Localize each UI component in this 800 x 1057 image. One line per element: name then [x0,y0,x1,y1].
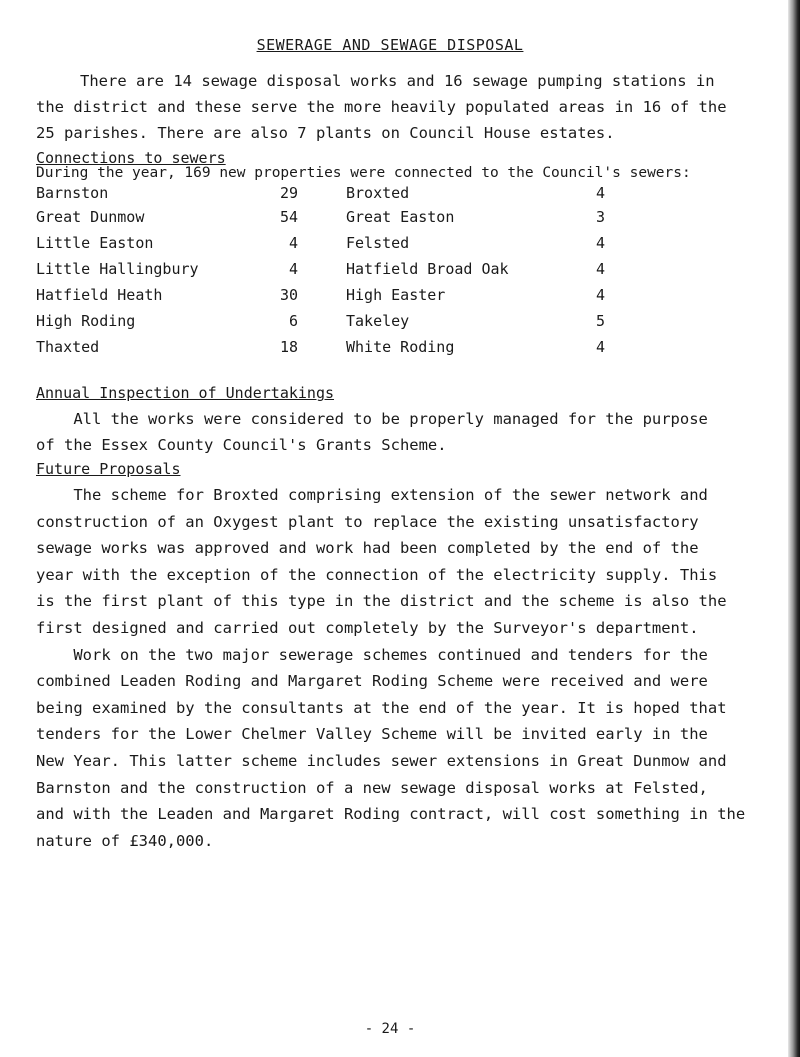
annual-line-1: All the works were considered to be properly managed for the purpose [36,410,708,428]
future-line: The scheme for Broxted comprising extension of the sewer network and [36,486,708,504]
connections-lead: During the year, 169 new properties were connected to the Council's sewers: [36,165,691,181]
future-line: and with the Leaden and Margaret Roding contract, will cost something in the [36,805,746,824]
connection-count: 6 [288,312,298,330]
connection-count: 29 [279,184,298,202]
parish-name: Great Dunmow [36,208,145,226]
annual-line-2: of the Essex County Council's Grants Scheme. [36,436,447,454]
connection-count: 4 [288,260,298,278]
future-line: being examined by the consultants at the end of the year. It is hoped that [36,698,727,717]
future-line: is the first plant of this type in the district and the scheme is also the [36,592,727,611]
future-line: combined Leaden Roding and Margaret Roding Scheme were received and were [36,672,708,691]
intro-line-2: the district and these serve the more heavily populated areas in 16 of the [36,98,727,116]
parish-name: White Roding [346,338,455,356]
page-title: SEWERAGE AND SEWAGE DISPOSAL [256,36,524,54]
future-proposals-heading: Future Proposals [36,460,181,478]
parish-name: Hatfield Heath [36,286,163,304]
connection-count: 5 [596,312,606,330]
parish-name: Little Easton [36,234,154,252]
future-line: year with the exception of the connection of the electricity supply. This [36,565,718,584]
connection-count: 4 [288,234,298,252]
connections-heading: Connections to sewers [36,149,226,167]
future-line: New Year. This latter scheme includes sewer extensions in Great Dunmow and [36,752,727,770]
future-line: construction of an Oxygest plant to replace the existing unsatisfactory [36,512,699,531]
connection-count: 4 [596,234,606,252]
future-line: Barnston and the construction of a new sewage disposal works at Felsted, [36,778,708,797]
future-line: Work on the two major sewerage schemes continued and tenders for the [36,645,708,664]
parish-name: High Roding [36,312,136,330]
future-line: tenders for the Lower Chelmer Valley Scheme will be invited early in the [36,725,708,744]
connection-count: 18 [279,338,298,356]
intro-line-1: There are 14 sewage disposal works and 16 sewage pumping stations in [80,72,715,90]
parish-name: Barnston [36,184,109,202]
scan-edge [788,0,800,1057]
parish-name: Felsted [346,234,410,252]
connection-count: 4 [596,184,606,202]
connection-count: 4 [596,260,606,278]
parish-name: Takeley [346,312,410,330]
parish-name: Little Hallingbury [36,260,199,278]
connection-count: 3 [596,208,606,226]
page-number: - 24 - [364,1021,416,1037]
connection-count: 54 [279,208,298,226]
parish-name: High Easter [346,286,446,304]
parish-name: Hatfield Broad Oak [346,260,509,278]
future-line: nature of £340,000. [36,831,214,850]
connection-count: 4 [596,286,606,304]
intro-line-3: 25 parishes. There are also 7 plants on Council House estates. [36,124,615,142]
future-line: sewage works was approved and work had been completed by the end of the [36,539,699,558]
parish-name: Great Easton [346,208,455,226]
connection-count: 4 [596,338,606,356]
parish-name: Broxted [346,184,410,202]
connection-count: 30 [279,286,298,304]
parish-name: Thaxted [36,338,100,356]
future-line: first designed and carried out completely by the Surveyor's department. [36,619,699,637]
annual-inspection-heading: Annual Inspection of Undertakings [36,384,335,402]
